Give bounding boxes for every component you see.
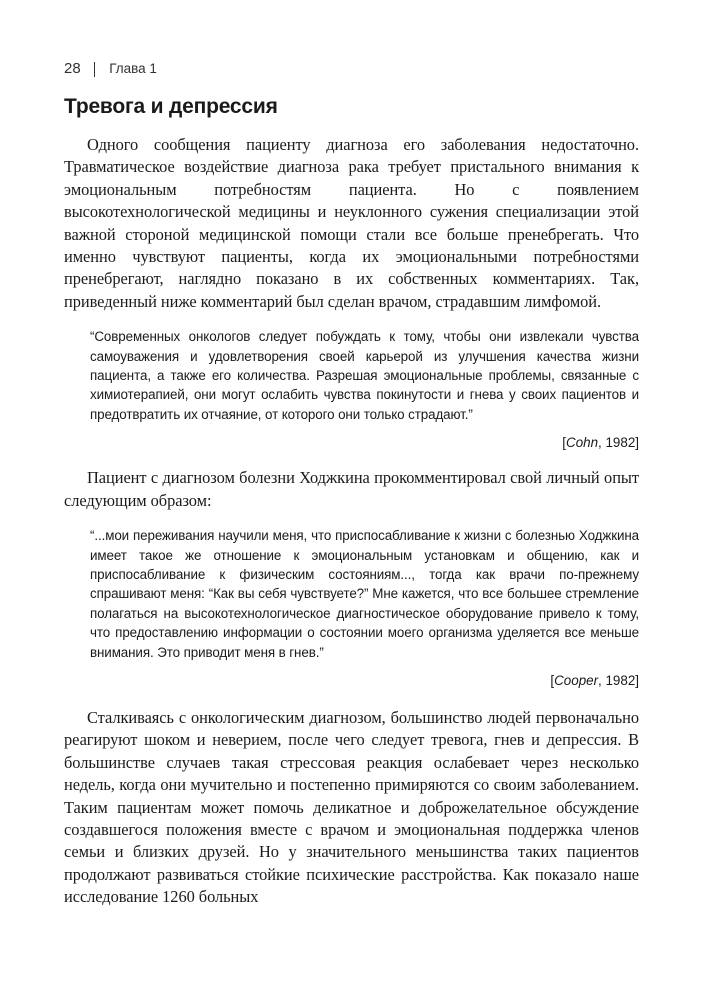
citation-author: Cohn: [566, 435, 599, 451]
section-title: Тревога и депрессия: [64, 95, 278, 118]
quote-citation-2: [90, 671, 639, 690]
citation-open-bracket: [: [562, 435, 567, 451]
citation-author: Cooper: [554, 672, 599, 688]
citation-open-bracket: [: [550, 672, 555, 688]
header-separator: [94, 62, 96, 77]
citation-year: , 1982]: [598, 672, 639, 688]
body-paragraph-3: Сталкиваясь с онкологическим диагнозом, большинство людей первоначально реагируют шоком и неверием, после чего следует тревога, гнев и депрессия. В большинстве случаев такая стрессовая реакция ослабевает через несколько недель, когда они мучительно и постепенно примиряются со своим заболеванием. Таким пациентам может помочь деликатное и доброжелательное обсуждение создавшегося положения вместе с врачом и эмоциональная поддержка членов семьи и близких друзей. Но у значительного меньшинства таких пациентов продолжают развиваться стойкие психические расстройства. Как показало наше исследование 1260 больных: [64, 707, 639, 907]
citation-year: , 1982]: [598, 435, 639, 451]
body-paragraph-2: Пациент с диагнозом болезни Ходжкина прокомментировал свой личный опыт следующим образом:: [64, 468, 639, 510]
chapter-label: Глава 1: [109, 61, 157, 76]
block-quote-1: [90, 327, 639, 452]
quote-text-2: “...мои переживания научили меня, что приспосабливание к жизни с болезнью Ходжкина имеет такое же отношение к эмоциональным установкам и общению, как и приспосабливание к физическим состояниям..., тогда как врачи по-прежнему спрашивают меня: “Как вы себя чувствуете?” Мне кажется, что все большее стремление полагаться на высокотехнологическое диагностическое оборудование привело к тому, что предоставлению информации о состоянии моего организма уделяется все меньше внимания. Это приводит меня в гнев.”: [90, 528, 639, 660]
book-page: [64, 58, 639, 909]
running-header: [64, 58, 639, 80]
body-paragraph-1: Одного сообщения пациенту диагноза его заболевания недостаточно. Травматическое воздействие диагноза рака требует пристального внимания к эмоциональным потребностям пациента. Но с появлением высокотехнологической медицины и неуклонного сужения специализации этой важной стороной медицинской помощи стали все больше пренебрегать. Что именно чувствуют пациенты, когда их эмоциональными потребностями пренебрегают, наглядно показано в их собственных комментариях. Так, приведенный ниже комментарий был сделан врачом, страдавшим лимфомой.: [64, 135, 639, 311]
quote-citation-1: [90, 433, 639, 452]
block-quote-2: [90, 526, 639, 690]
page-number: 28: [64, 60, 81, 77]
quote-text-1: “Современных онкологов следует побуждать к тому, чтобы они извлекали чувства самоуважения и удовлетворения своей карьерой из улучшения качества жизни пациента, а также его количества. Разрешая эмоциональные проблемы, связанные с химиотерапией, они могут ослабить чувства покинутости и гнева у своих пациентов и предотвратить их отчаяние, от которого они только страдают.”: [90, 329, 639, 422]
